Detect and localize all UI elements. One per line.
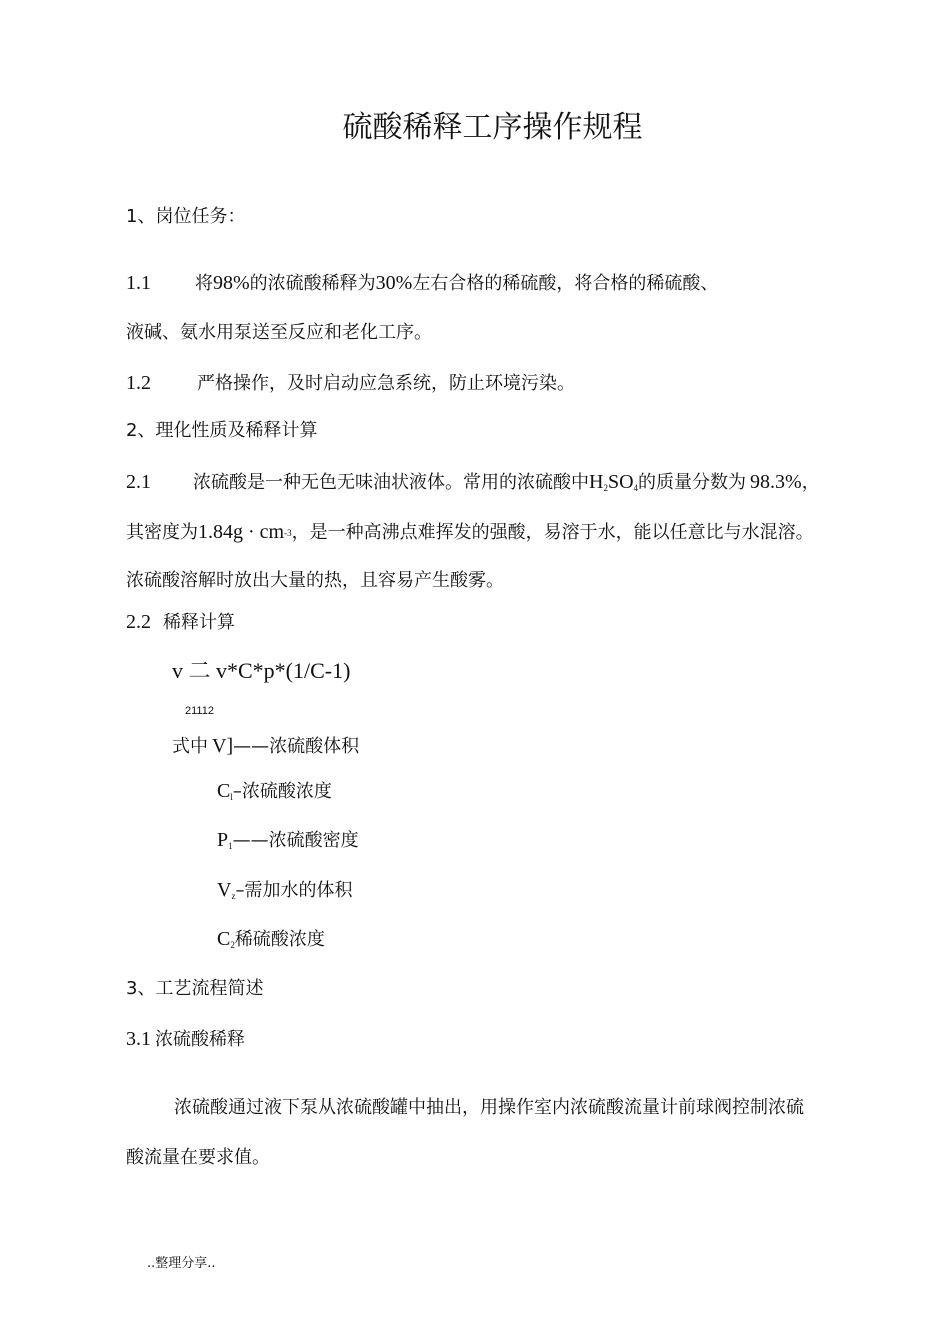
text: 稀释计算 xyxy=(163,612,235,633)
document-title: 硫酸稀释工序操作规程 xyxy=(342,110,643,145)
text: 浓硫酸稀释 xyxy=(155,1029,245,1050)
formula-h: H xyxy=(589,471,604,493)
text: 式中 xyxy=(172,736,208,757)
formula-where-c2 xyxy=(217,926,325,958)
symbol: C xyxy=(217,780,231,802)
text: 的质量分数为 xyxy=(638,472,747,493)
clause-number: 2.2 xyxy=(126,611,151,633)
paragraph-1-1-line-2: 液碱、氨水用泵送至反应和老化工序。 xyxy=(126,322,432,343)
section-3-heading: 3、工艺流程简述 xyxy=(126,978,264,999)
text: 的浓硫酸稀释为 xyxy=(249,273,376,294)
text: 稀硫酸浓度 xyxy=(234,929,325,950)
paragraph-3-1-heading xyxy=(126,1026,245,1053)
clause-number: 2.1 xyxy=(126,471,151,493)
superscript: -3 xyxy=(284,528,292,538)
text: 浓硫酸是一种无色无味油状液体。常用的浓硫酸中 xyxy=(193,472,589,493)
dilution-formula: v 二 v*C*p*(1/C-1) xyxy=(172,658,351,683)
value: 98.3% xyxy=(750,471,802,493)
symbol: V] xyxy=(212,735,234,757)
value: 98% xyxy=(213,272,250,294)
text: ， xyxy=(801,472,820,493)
formula-where-c1 xyxy=(217,778,332,810)
subscript: 2 xyxy=(230,940,235,950)
formula-where-v1 xyxy=(172,733,359,760)
text: –浓硫酸浓度 xyxy=(232,781,332,802)
paragraph-3-1-line-1: 浓硫酸通过液下泵从浓硫酸罐中抽出，用操作室内浓硫酸流量计前球阀控制浓硫 xyxy=(174,1097,804,1118)
subscript: 1 xyxy=(228,841,233,851)
clause-number: 1.2 xyxy=(126,372,151,394)
formula-subscript-indices: 21112 xyxy=(185,705,214,717)
clause-number: 1.1 xyxy=(126,272,151,294)
paragraph-1-2 xyxy=(126,370,575,397)
paragraph-2-1-line-1 xyxy=(126,469,820,501)
text: –需加水的体积 xyxy=(235,880,353,901)
text: 严格操作，及时启动应急系统，防止环境污染。 xyxy=(197,373,575,394)
clause-number: 3.1 xyxy=(126,1028,151,1050)
paragraph-2-1-line-2 xyxy=(126,519,814,546)
value: 1.84g · cm xyxy=(198,521,285,543)
text: ——浓硫酸体积 xyxy=(233,736,360,757)
section-1-heading: 1、岗位任务： xyxy=(126,206,246,227)
text: 左右合格的稀硫酸，将合格的稀硫酸、 xyxy=(412,273,719,294)
paragraph-3-1-line-2: 酸流量在要求值。 xyxy=(126,1147,270,1168)
subscript: l xyxy=(230,792,233,802)
formula-where-v2 xyxy=(217,877,352,909)
page-footer: ..整理分享.. xyxy=(147,1256,216,1271)
formula-so: SO xyxy=(607,471,634,493)
text: 将 xyxy=(195,273,213,294)
symbol: V xyxy=(217,879,232,901)
text: ——浓硫酸密度 xyxy=(232,830,359,851)
paragraph-2-2-heading xyxy=(126,609,235,636)
subscript: z xyxy=(231,891,236,901)
formula-where-p1 xyxy=(217,827,359,859)
paragraph-1-1-line-1 xyxy=(126,270,718,297)
paragraph-2-1-line-3: 浓硫酸溶解时放出大量的热，且容易产生酸雾。 xyxy=(126,570,504,591)
text: 其密度为 xyxy=(126,522,198,543)
subscript: 4 xyxy=(633,483,639,493)
value: 30% xyxy=(375,272,413,294)
text: ，是一种高沸点难挥发的强酸，易溶于水，能以任意比与水混溶。 xyxy=(291,522,814,543)
symbol: P xyxy=(217,829,229,851)
section-2-heading: 2、理化性质及稀释计算 xyxy=(126,420,318,441)
symbol: C xyxy=(217,928,231,950)
subscript: 2 xyxy=(603,483,608,493)
